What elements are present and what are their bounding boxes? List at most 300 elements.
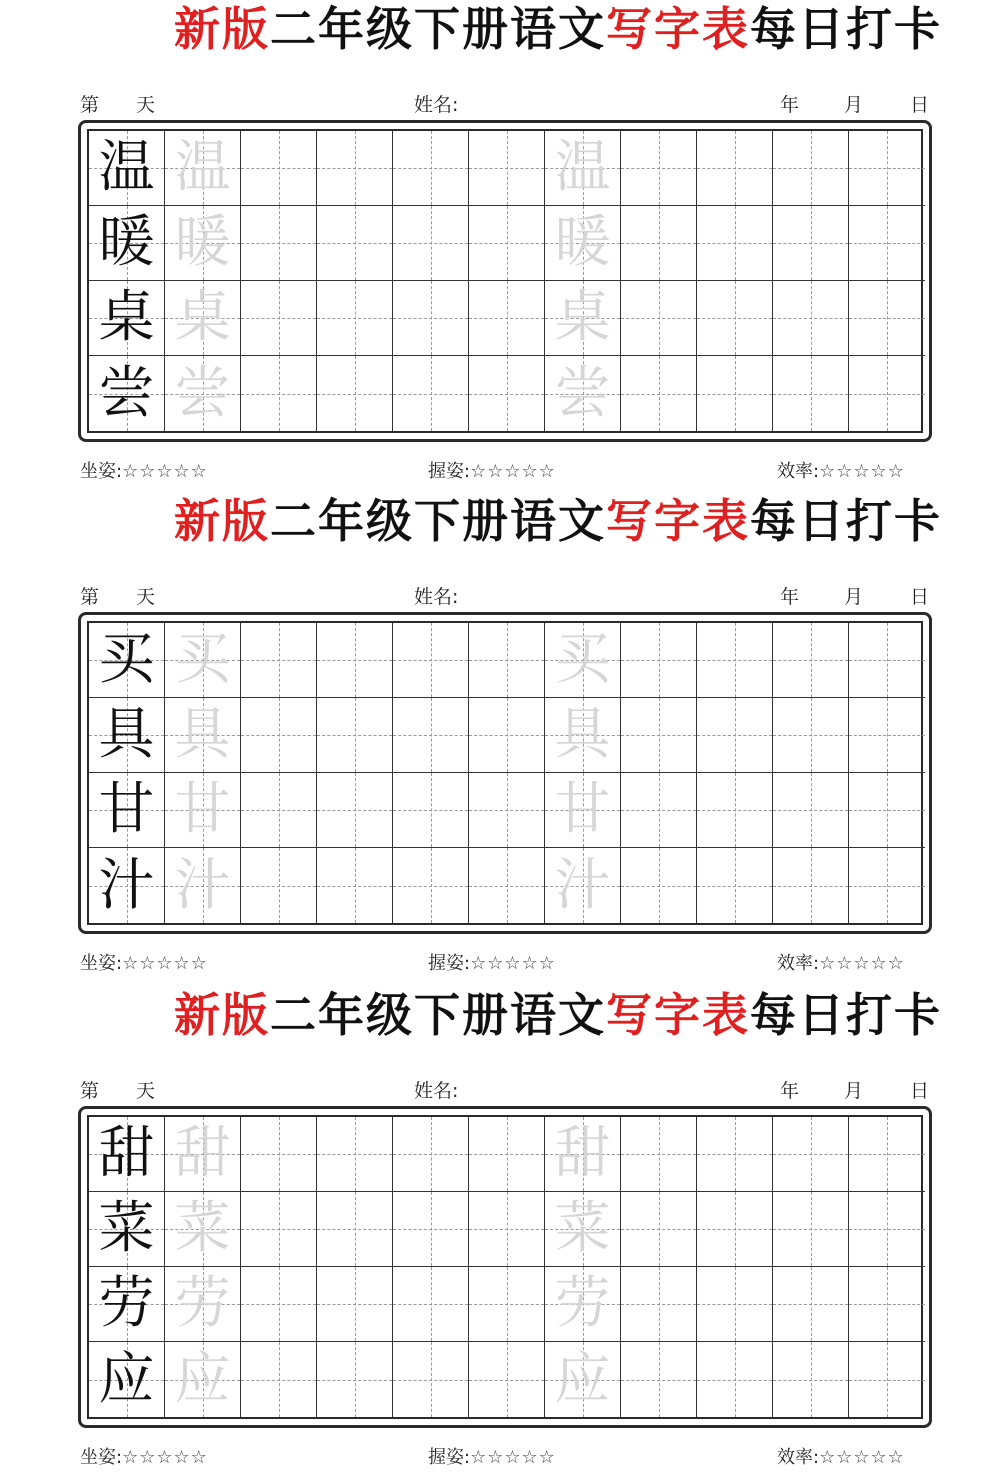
cell-guide-horizontal bbox=[621, 660, 696, 661]
writing-cell[interactable] bbox=[469, 698, 545, 773]
writing-cell[interactable] bbox=[773, 1342, 849, 1417]
writing-cell[interactable] bbox=[165, 1192, 241, 1267]
writing-cell[interactable] bbox=[849, 1192, 925, 1267]
title-daily-checkin: 每日打卡 bbox=[750, 2, 942, 56]
cell-guide-horizontal bbox=[621, 243, 696, 244]
writing-cell[interactable] bbox=[545, 773, 621, 848]
writing-grid bbox=[87, 621, 923, 925]
writing-cell[interactable] bbox=[393, 206, 469, 281]
cell-guide-horizontal bbox=[849, 1154, 925, 1155]
writing-cell[interactable] bbox=[697, 848, 773, 923]
cell-guide-horizontal bbox=[469, 886, 544, 887]
cell-guide-horizontal bbox=[393, 810, 468, 811]
writing-cell[interactable] bbox=[697, 698, 773, 773]
model-character: 尝 bbox=[98, 360, 155, 426]
writing-cell[interactable] bbox=[393, 773, 469, 848]
writing-cell[interactable] bbox=[165, 1117, 241, 1192]
efficiency-stars[interactable]: ☆☆☆☆☆ bbox=[819, 1447, 905, 1468]
date-day-label: 日 bbox=[910, 1080, 930, 1102]
sitting-stars[interactable]: ☆☆☆☆☆ bbox=[122, 953, 208, 974]
cell-guide-horizontal bbox=[317, 394, 392, 395]
grid-row bbox=[89, 773, 921, 848]
writing-cell[interactable] bbox=[849, 281, 925, 356]
cell-guide-horizontal bbox=[469, 394, 544, 395]
writing-cell[interactable] bbox=[89, 1267, 165, 1342]
cell-guide-horizontal bbox=[849, 1380, 925, 1381]
trace-character: 甜 bbox=[554, 1121, 611, 1186]
writing-cell[interactable] bbox=[621, 1342, 697, 1417]
writing-cell[interactable] bbox=[697, 356, 773, 431]
cell-guide-horizontal bbox=[773, 1229, 848, 1230]
cell-guide-horizontal bbox=[317, 886, 392, 887]
practice-board bbox=[78, 612, 932, 934]
cell-guide-horizontal bbox=[621, 886, 696, 887]
writing-cell[interactable] bbox=[89, 848, 165, 923]
writing-cell[interactable] bbox=[621, 623, 697, 698]
writing-cell[interactable] bbox=[697, 1192, 773, 1267]
cell-guide-horizontal bbox=[241, 1154, 316, 1155]
cell-guide-horizontal bbox=[697, 1380, 772, 1381]
cell-guide-horizontal bbox=[469, 810, 544, 811]
day-suffix-label: 天 bbox=[136, 586, 156, 608]
grid-row bbox=[89, 698, 921, 773]
writing-cell[interactable] bbox=[317, 281, 393, 356]
cell-guide-horizontal bbox=[697, 810, 772, 811]
writing-cell[interactable] bbox=[241, 698, 317, 773]
writing-cell[interactable] bbox=[545, 1267, 621, 1342]
writing-cell[interactable] bbox=[621, 848, 697, 923]
title-writing-table: 写字表 bbox=[606, 988, 750, 1042]
cell-guide-horizontal bbox=[469, 243, 544, 244]
grip-stars[interactable]: ☆☆☆☆☆ bbox=[470, 461, 556, 482]
trace-character: 甜 bbox=[174, 1121, 231, 1186]
cell-guide-horizontal bbox=[317, 735, 392, 736]
efficiency-label: 效率: bbox=[777, 1447, 820, 1468]
cell-guide-horizontal bbox=[621, 1229, 696, 1230]
sheet-title bbox=[0, 2, 942, 56]
writing-cell[interactable] bbox=[773, 281, 849, 356]
writing-cell[interactable] bbox=[89, 623, 165, 698]
writing-cell[interactable] bbox=[89, 281, 165, 356]
writing-cell[interactable] bbox=[317, 1267, 393, 1342]
title-new-edition: 新版 bbox=[174, 494, 270, 548]
grid-row bbox=[89, 848, 921, 923]
writing-cell[interactable] bbox=[165, 698, 241, 773]
writing-cell[interactable] bbox=[241, 623, 317, 698]
model-character: 汁 bbox=[98, 852, 155, 918]
title-grade: 二年级下册语文 bbox=[270, 988, 606, 1042]
efficiency-rating bbox=[777, 1443, 905, 1469]
cell-guide-horizontal bbox=[697, 1229, 772, 1230]
writing-cell[interactable] bbox=[849, 698, 925, 773]
efficiency-rating bbox=[777, 457, 905, 483]
cell-guide-horizontal bbox=[697, 394, 772, 395]
writing-cell[interactable] bbox=[317, 1192, 393, 1267]
writing-cell[interactable] bbox=[545, 281, 621, 356]
writing-cell[interactable] bbox=[165, 623, 241, 698]
grid-row bbox=[89, 281, 921, 356]
writing-cell[interactable] bbox=[317, 206, 393, 281]
grip-posture-rating bbox=[428, 1443, 556, 1469]
writing-cell[interactable] bbox=[545, 131, 621, 206]
writing-cell[interactable] bbox=[469, 848, 545, 923]
writing-cell[interactable] bbox=[393, 1192, 469, 1267]
writing-cell[interactable] bbox=[849, 848, 925, 923]
writing-cell[interactable] bbox=[621, 1117, 697, 1192]
month-label: 月 bbox=[844, 94, 864, 116]
writing-cell[interactable] bbox=[773, 698, 849, 773]
cell-guide-horizontal bbox=[469, 660, 544, 661]
practice-board bbox=[78, 1106, 932, 1428]
writing-cell[interactable] bbox=[849, 206, 925, 281]
writing-cell[interactable] bbox=[89, 698, 165, 773]
writing-cell[interactable] bbox=[317, 131, 393, 206]
writing-cell[interactable] bbox=[773, 131, 849, 206]
grip-stars[interactable]: ☆☆☆☆☆ bbox=[470, 953, 556, 974]
writing-cell[interactable] bbox=[849, 1342, 925, 1417]
writing-cell[interactable] bbox=[621, 356, 697, 431]
writing-cell[interactable] bbox=[165, 773, 241, 848]
writing-cell[interactable] bbox=[165, 206, 241, 281]
writing-cell[interactable] bbox=[545, 1117, 621, 1192]
trace-character: 汁 bbox=[174, 852, 231, 918]
cell-guide-horizontal bbox=[697, 1304, 772, 1305]
writing-cell[interactable] bbox=[773, 1117, 849, 1192]
grip-posture-label: 握姿: bbox=[428, 953, 471, 974]
day-prefix-label: 第 bbox=[80, 94, 100, 116]
sitting-posture-label: 坐姿: bbox=[80, 461, 123, 482]
writing-cell[interactable] bbox=[469, 356, 545, 431]
writing-cell[interactable] bbox=[241, 281, 317, 356]
writing-cell[interactable] bbox=[317, 356, 393, 431]
sitting-posture-rating bbox=[80, 457, 208, 483]
trace-character: 汁 bbox=[554, 852, 611, 918]
cell-guide-horizontal bbox=[393, 886, 468, 887]
cell-guide-horizontal bbox=[469, 1380, 544, 1381]
writing-cell[interactable] bbox=[241, 206, 317, 281]
writing-cell[interactable] bbox=[545, 206, 621, 281]
practice-board bbox=[78, 120, 932, 442]
cell-guide-horizontal bbox=[621, 810, 696, 811]
grid-row bbox=[89, 1342, 921, 1417]
writing-cell[interactable] bbox=[89, 773, 165, 848]
model-character: 菜 bbox=[98, 1196, 155, 1261]
trace-character: 菜 bbox=[174, 1196, 231, 1261]
cell-guide-horizontal bbox=[469, 168, 544, 169]
cell-guide-horizontal bbox=[393, 1229, 468, 1230]
writing-cell[interactable] bbox=[241, 1342, 317, 1417]
cell-guide-horizontal bbox=[393, 168, 468, 169]
cell-guide-horizontal bbox=[773, 810, 848, 811]
cell-guide-horizontal bbox=[621, 394, 696, 395]
cell-guide-horizontal bbox=[469, 1229, 544, 1230]
writing-cell[interactable] bbox=[697, 281, 773, 356]
writing-cell[interactable] bbox=[165, 281, 241, 356]
writing-cell[interactable] bbox=[317, 773, 393, 848]
writing-cell[interactable] bbox=[393, 1117, 469, 1192]
writing-cell[interactable] bbox=[621, 281, 697, 356]
date-day-label: 日 bbox=[910, 586, 930, 608]
writing-cell[interactable] bbox=[697, 131, 773, 206]
writing-cell[interactable] bbox=[89, 356, 165, 431]
writing-cell[interactable] bbox=[849, 623, 925, 698]
model-character: 应 bbox=[98, 1346, 155, 1412]
writing-cell[interactable] bbox=[165, 1267, 241, 1342]
writing-cell[interactable] bbox=[469, 1192, 545, 1267]
writing-cell[interactable] bbox=[89, 206, 165, 281]
practice-sheet bbox=[0, 492, 1004, 984]
model-character: 桌 bbox=[98, 285, 155, 350]
rating-row bbox=[80, 457, 930, 481]
cell-guide-horizontal bbox=[317, 318, 392, 319]
sitting-stars[interactable]: ☆☆☆☆☆ bbox=[122, 1447, 208, 1468]
trace-character: 买 bbox=[554, 627, 611, 692]
trace-character: 桌 bbox=[554, 285, 611, 350]
cell-guide-horizontal bbox=[317, 810, 392, 811]
writing-cell[interactable] bbox=[241, 773, 317, 848]
writing-cell[interactable] bbox=[849, 773, 925, 848]
cell-guide-horizontal bbox=[773, 886, 848, 887]
trace-character: 应 bbox=[174, 1346, 231, 1412]
cell-guide-horizontal bbox=[469, 1304, 544, 1305]
cell-guide-horizontal bbox=[621, 318, 696, 319]
trace-character: 暖 bbox=[174, 210, 231, 275]
cell-guide-horizontal bbox=[849, 394, 925, 395]
name-label: 姓名: bbox=[414, 1080, 459, 1102]
writing-cell[interactable] bbox=[317, 1117, 393, 1192]
writing-cell[interactable] bbox=[469, 773, 545, 848]
trace-character: 甘 bbox=[554, 777, 611, 842]
writing-cell[interactable] bbox=[165, 1342, 241, 1417]
writing-cell[interactable] bbox=[621, 773, 697, 848]
efficiency-stars[interactable]: ☆☆☆☆☆ bbox=[819, 461, 905, 482]
writing-cell[interactable] bbox=[697, 1267, 773, 1342]
writing-cell[interactable] bbox=[849, 131, 925, 206]
title-new-edition: 新版 bbox=[174, 2, 270, 56]
month-label: 月 bbox=[844, 1080, 864, 1102]
cell-guide-horizontal bbox=[317, 660, 392, 661]
title-writing-table: 写字表 bbox=[606, 2, 750, 56]
grip-stars[interactable]: ☆☆☆☆☆ bbox=[470, 1447, 556, 1468]
writing-cell[interactable] bbox=[773, 1192, 849, 1267]
trace-character: 具 bbox=[554, 702, 611, 767]
writing-cell[interactable] bbox=[621, 131, 697, 206]
sitting-posture-rating bbox=[80, 1443, 208, 1469]
sitting-posture-label: 坐姿: bbox=[80, 1447, 123, 1468]
efficiency-label: 效率: bbox=[777, 953, 820, 974]
cell-guide-horizontal bbox=[773, 394, 848, 395]
trace-character: 温 bbox=[174, 135, 231, 200]
grid-row bbox=[89, 1267, 921, 1342]
writing-cell[interactable] bbox=[697, 623, 773, 698]
practice-sheet bbox=[0, 986, 1004, 1478]
year-label: 年 bbox=[780, 94, 800, 116]
cell-guide-horizontal bbox=[697, 1154, 772, 1155]
cell-guide-horizontal bbox=[621, 168, 696, 169]
info-row bbox=[80, 582, 930, 606]
cell-guide-horizontal bbox=[469, 318, 544, 319]
writing-cell[interactable] bbox=[469, 206, 545, 281]
writing-cell[interactable] bbox=[697, 206, 773, 281]
writing-cell[interactable] bbox=[849, 1267, 925, 1342]
writing-cell[interactable] bbox=[621, 1267, 697, 1342]
writing-cell[interactable] bbox=[241, 356, 317, 431]
writing-cell[interactable] bbox=[773, 1267, 849, 1342]
cell-guide-horizontal bbox=[469, 735, 544, 736]
model-character: 买 bbox=[98, 627, 155, 692]
writing-cell[interactable] bbox=[849, 356, 925, 431]
writing-cell[interactable] bbox=[773, 206, 849, 281]
writing-cell[interactable] bbox=[241, 1192, 317, 1267]
writing-cell[interactable] bbox=[165, 131, 241, 206]
cell-guide-horizontal bbox=[621, 1154, 696, 1155]
cell-guide-horizontal bbox=[241, 660, 316, 661]
writing-cell[interactable] bbox=[317, 623, 393, 698]
trace-character: 菜 bbox=[554, 1196, 611, 1261]
writing-cell[interactable] bbox=[545, 356, 621, 431]
writing-cell[interactable] bbox=[849, 1117, 925, 1192]
writing-cell[interactable] bbox=[469, 1342, 545, 1417]
writing-cell[interactable] bbox=[393, 623, 469, 698]
grip-posture-rating bbox=[428, 949, 556, 975]
writing-cell[interactable] bbox=[393, 698, 469, 773]
efficiency-rating bbox=[777, 949, 905, 975]
writing-cell[interactable] bbox=[545, 1192, 621, 1267]
sitting-stars[interactable]: ☆☆☆☆☆ bbox=[122, 461, 208, 482]
writing-cell[interactable] bbox=[469, 131, 545, 206]
writing-cell[interactable] bbox=[393, 1267, 469, 1342]
sitting-posture-label: 坐姿: bbox=[80, 953, 123, 974]
writing-cell[interactable] bbox=[393, 848, 469, 923]
sheet-title bbox=[0, 494, 942, 548]
cell-guide-horizontal bbox=[469, 1154, 544, 1155]
writing-cell[interactable] bbox=[469, 1267, 545, 1342]
cell-guide-horizontal bbox=[317, 168, 392, 169]
trace-character: 具 bbox=[174, 702, 231, 767]
cell-guide-horizontal bbox=[317, 243, 392, 244]
writing-cell[interactable] bbox=[317, 698, 393, 773]
trace-character: 应 bbox=[554, 1346, 611, 1412]
trace-character: 买 bbox=[174, 627, 231, 692]
writing-cell[interactable] bbox=[393, 281, 469, 356]
model-character: 甜 bbox=[98, 1121, 155, 1186]
writing-cell[interactable] bbox=[545, 698, 621, 773]
info-row bbox=[80, 90, 930, 114]
cell-guide-horizontal bbox=[241, 1304, 316, 1305]
efficiency-label: 效率: bbox=[777, 461, 820, 482]
grip-posture-label: 握姿: bbox=[428, 1447, 471, 1468]
writing-cell[interactable] bbox=[773, 848, 849, 923]
writing-cell[interactable] bbox=[89, 131, 165, 206]
writing-grid bbox=[87, 1115, 923, 1419]
year-label: 年 bbox=[780, 586, 800, 608]
writing-cell[interactable] bbox=[317, 1342, 393, 1417]
writing-cell[interactable] bbox=[545, 848, 621, 923]
sitting-posture-rating bbox=[80, 949, 208, 975]
writing-cell[interactable] bbox=[469, 623, 545, 698]
cell-guide-horizontal bbox=[317, 1229, 392, 1230]
writing-cell[interactable] bbox=[545, 1342, 621, 1417]
writing-cell[interactable] bbox=[89, 1342, 165, 1417]
writing-cell[interactable] bbox=[621, 1192, 697, 1267]
cell-guide-horizontal bbox=[393, 735, 468, 736]
cell-guide-horizontal bbox=[773, 1380, 848, 1381]
title-writing-table: 写字表 bbox=[606, 494, 750, 548]
writing-cell[interactable] bbox=[89, 1192, 165, 1267]
writing-cell[interactable] bbox=[241, 131, 317, 206]
writing-cell[interactable] bbox=[621, 206, 697, 281]
writing-cell[interactable] bbox=[697, 1117, 773, 1192]
writing-cell[interactable] bbox=[621, 698, 697, 773]
grid-row bbox=[89, 1117, 921, 1192]
cell-guide-horizontal bbox=[697, 660, 772, 661]
cell-guide-horizontal bbox=[849, 318, 925, 319]
day-prefix-label: 第 bbox=[80, 1080, 100, 1102]
info-row bbox=[80, 1076, 930, 1100]
cell-guide-horizontal bbox=[241, 1229, 316, 1230]
writing-cell[interactable] bbox=[165, 356, 241, 431]
title-new-edition: 新版 bbox=[174, 988, 270, 1042]
writing-cell[interactable] bbox=[773, 623, 849, 698]
writing-cell[interactable] bbox=[773, 773, 849, 848]
cell-guide-horizontal bbox=[849, 735, 925, 736]
day-prefix-label: 第 bbox=[80, 586, 100, 608]
writing-cell[interactable] bbox=[469, 1117, 545, 1192]
cell-guide-horizontal bbox=[697, 168, 772, 169]
cell-guide-horizontal bbox=[393, 243, 468, 244]
model-character: 具 bbox=[98, 702, 155, 767]
writing-cell[interactable] bbox=[393, 1342, 469, 1417]
cell-guide-horizontal bbox=[621, 735, 696, 736]
grid-row bbox=[89, 1192, 921, 1267]
writing-cell[interactable] bbox=[241, 1117, 317, 1192]
model-character: 劳 bbox=[98, 1271, 155, 1336]
efficiency-stars[interactable]: ☆☆☆☆☆ bbox=[819, 953, 905, 974]
writing-cell[interactable] bbox=[393, 356, 469, 431]
writing-grid bbox=[87, 129, 923, 433]
writing-cell[interactable] bbox=[241, 1267, 317, 1342]
grid-row bbox=[89, 131, 921, 206]
writing-cell[interactable] bbox=[89, 1117, 165, 1192]
writing-cell[interactable] bbox=[317, 848, 393, 923]
writing-cell[interactable] bbox=[393, 131, 469, 206]
cell-guide-horizontal bbox=[773, 318, 848, 319]
writing-cell[interactable] bbox=[545, 623, 621, 698]
cell-guide-horizontal bbox=[849, 168, 925, 169]
month-label: 月 bbox=[844, 586, 864, 608]
day-suffix-label: 天 bbox=[136, 94, 156, 116]
writing-cell[interactable] bbox=[469, 281, 545, 356]
day-suffix-label: 天 bbox=[136, 1080, 156, 1102]
cell-guide-horizontal bbox=[393, 1154, 468, 1155]
title-daily-checkin: 每日打卡 bbox=[750, 494, 942, 548]
cell-guide-horizontal bbox=[241, 318, 316, 319]
cell-guide-horizontal bbox=[317, 1154, 392, 1155]
writing-cell[interactable] bbox=[165, 848, 241, 923]
writing-cell[interactable] bbox=[241, 848, 317, 923]
date-day-label: 日 bbox=[910, 94, 930, 116]
writing-cell[interactable] bbox=[773, 356, 849, 431]
trace-character: 暖 bbox=[554, 210, 611, 275]
writing-cell[interactable] bbox=[697, 1342, 773, 1417]
cell-guide-horizontal bbox=[393, 318, 468, 319]
grip-posture-rating bbox=[428, 457, 556, 483]
cell-guide-horizontal bbox=[393, 394, 468, 395]
cell-guide-horizontal bbox=[849, 810, 925, 811]
writing-cell[interactable] bbox=[697, 773, 773, 848]
trace-character: 尝 bbox=[174, 360, 231, 426]
cell-guide-horizontal bbox=[773, 1154, 848, 1155]
